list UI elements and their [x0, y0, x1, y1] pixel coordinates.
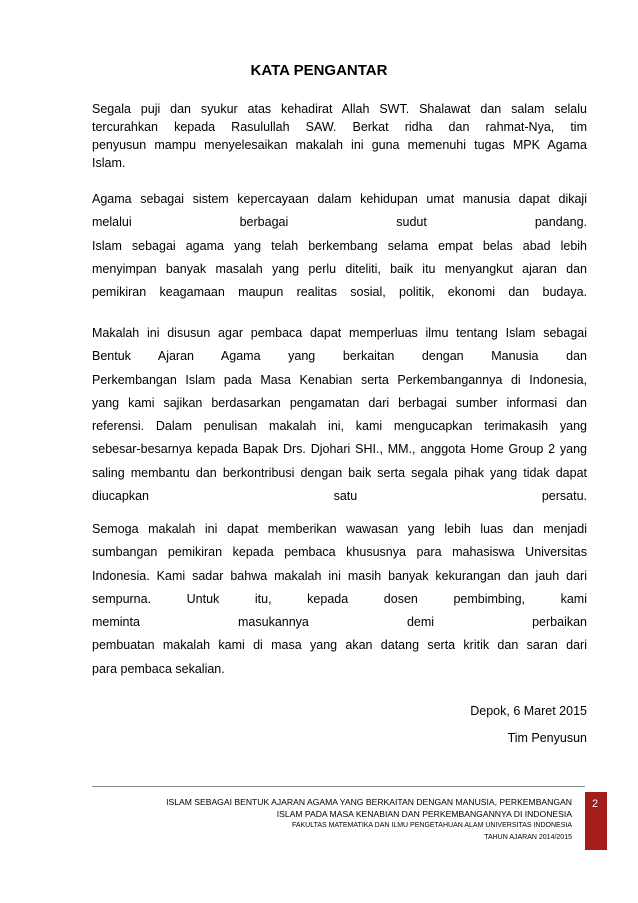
paragraph-line: diucapkan satu persatu.: [92, 489, 587, 504]
paragraph-line: menyimpan banyak masalah yang perlu diteliti, baik itu menyangkut ajaran dan: [92, 261, 587, 276]
paragraph-4: [92, 518, 587, 681]
paragraph-line: pembuatan makalah kami di masa yang akan datang serta kritik dan saran dari: [92, 638, 587, 653]
paragraph-line: referensi. Dalam penulisan makalah ini, kami mengucapkan terimakasih yang: [92, 419, 587, 434]
footer-title-line-1: ISLAM SEBAGAI BENTUK AJARAN AGAMA YANG BERKAITAN DENGAN MANUSIA, PERKEMBANGAN: [166, 797, 572, 807]
paragraph-3: [92, 322, 587, 508]
footer-faculty: FAKULTAS MATEMATIKA DAN ILMU PENGETAHUAN ALAM UNIVERSITAS INDONESIA: [291, 822, 572, 829]
page-footer: [92, 796, 572, 844]
paragraph-line: Perkembangan Islam pada Masa Kenabian serta Perkembangannya di Indonesia,: [92, 372, 587, 387]
paragraph-line: Indonesia. Kami sadar bahwa makalah ini masih banyak kekurangan dan jauh dari: [92, 568, 587, 583]
paragraph-line: Makalah ini disusun agar pembaca dapat memperluas ilmu tentang Islam sebagai: [92, 326, 587, 340]
paragraph-line: penyusun mampu menyelesaikan makalah ini guna memenuhi tugas MPK Agama: [92, 138, 587, 152]
paragraph-line: sempurna. Untuk itu, kepada dosen pembimbing, kami: [92, 591, 587, 606]
paragraph-line: Agama sebagai sistem kepercayaan dalam kehidupan umat manusia dapat dikaji: [92, 192, 587, 206]
paragraph-line: Semoga makalah ini dapat memberikan wawasan yang lebih luas dan menjadi: [92, 522, 587, 536]
paragraph-2: [92, 188, 587, 304]
paragraph-line: Islam sebagai agama yang telah berkembang selama empat belas abad lebih: [92, 238, 587, 253]
paragraph-line: Bentuk Ajaran Agama yang berkaitan dengan Manusia dan: [92, 349, 587, 364]
paragraph-line: Islam.: [92, 156, 126, 170]
paragraph-line: pemikiran keagamaan maupun realitas sosial, politik, ekonomi dan budaya.: [92, 285, 587, 300]
signature-place-date: Depok, 6 Maret 2015: [470, 704, 587, 718]
paragraph-line: meminta masukannya demi perbaikan: [92, 615, 587, 630]
footer-title-line-2: ISLAM PADA MASA KENABIAN DAN PERKEMBANGANNYA DI INDONESIA: [276, 809, 572, 819]
signature-author: Tim Penyusun: [507, 731, 587, 745]
footer-divider: [92, 786, 585, 787]
paragraph-line: melalui berbagai sudut pandang.: [92, 215, 587, 230]
paragraph-line: yang kami sajikan berdasarkan pengamatan dari berbagai sumber informasi dan: [92, 395, 587, 410]
paragraph-line: para pembaca sekalian.: [92, 661, 225, 676]
footer-academic-year: TAHUN AJARAN 2014/2015: [484, 834, 572, 841]
page-title: KATA PENGANTAR: [250, 62, 388, 79]
paragraph-line: Segala puji dan syukur atas kehadirat Allah SWT. Shalawat dan salam selalu: [92, 102, 587, 116]
paragraph-line: saling membantu dan berkontribusi dengan baik serta segala pihak yang tidak dapat: [92, 465, 587, 480]
paragraph-line: sebesar-besarnya kepada Bapak Drs. Djohari SHI., MM., anggota Home Group 2 yang: [92, 442, 587, 457]
paragraph-line: tercurahkan kepada Rasulullah SAW. Berkat ridha dan rahmat-Nya, tim: [92, 120, 587, 134]
page-number: 2: [592, 798, 599, 810]
paragraph-line: sumbangan pemikiran kepada pembaca khususnya para mahasiswa Universitas: [92, 545, 587, 560]
paragraph-1: [92, 100, 587, 172]
